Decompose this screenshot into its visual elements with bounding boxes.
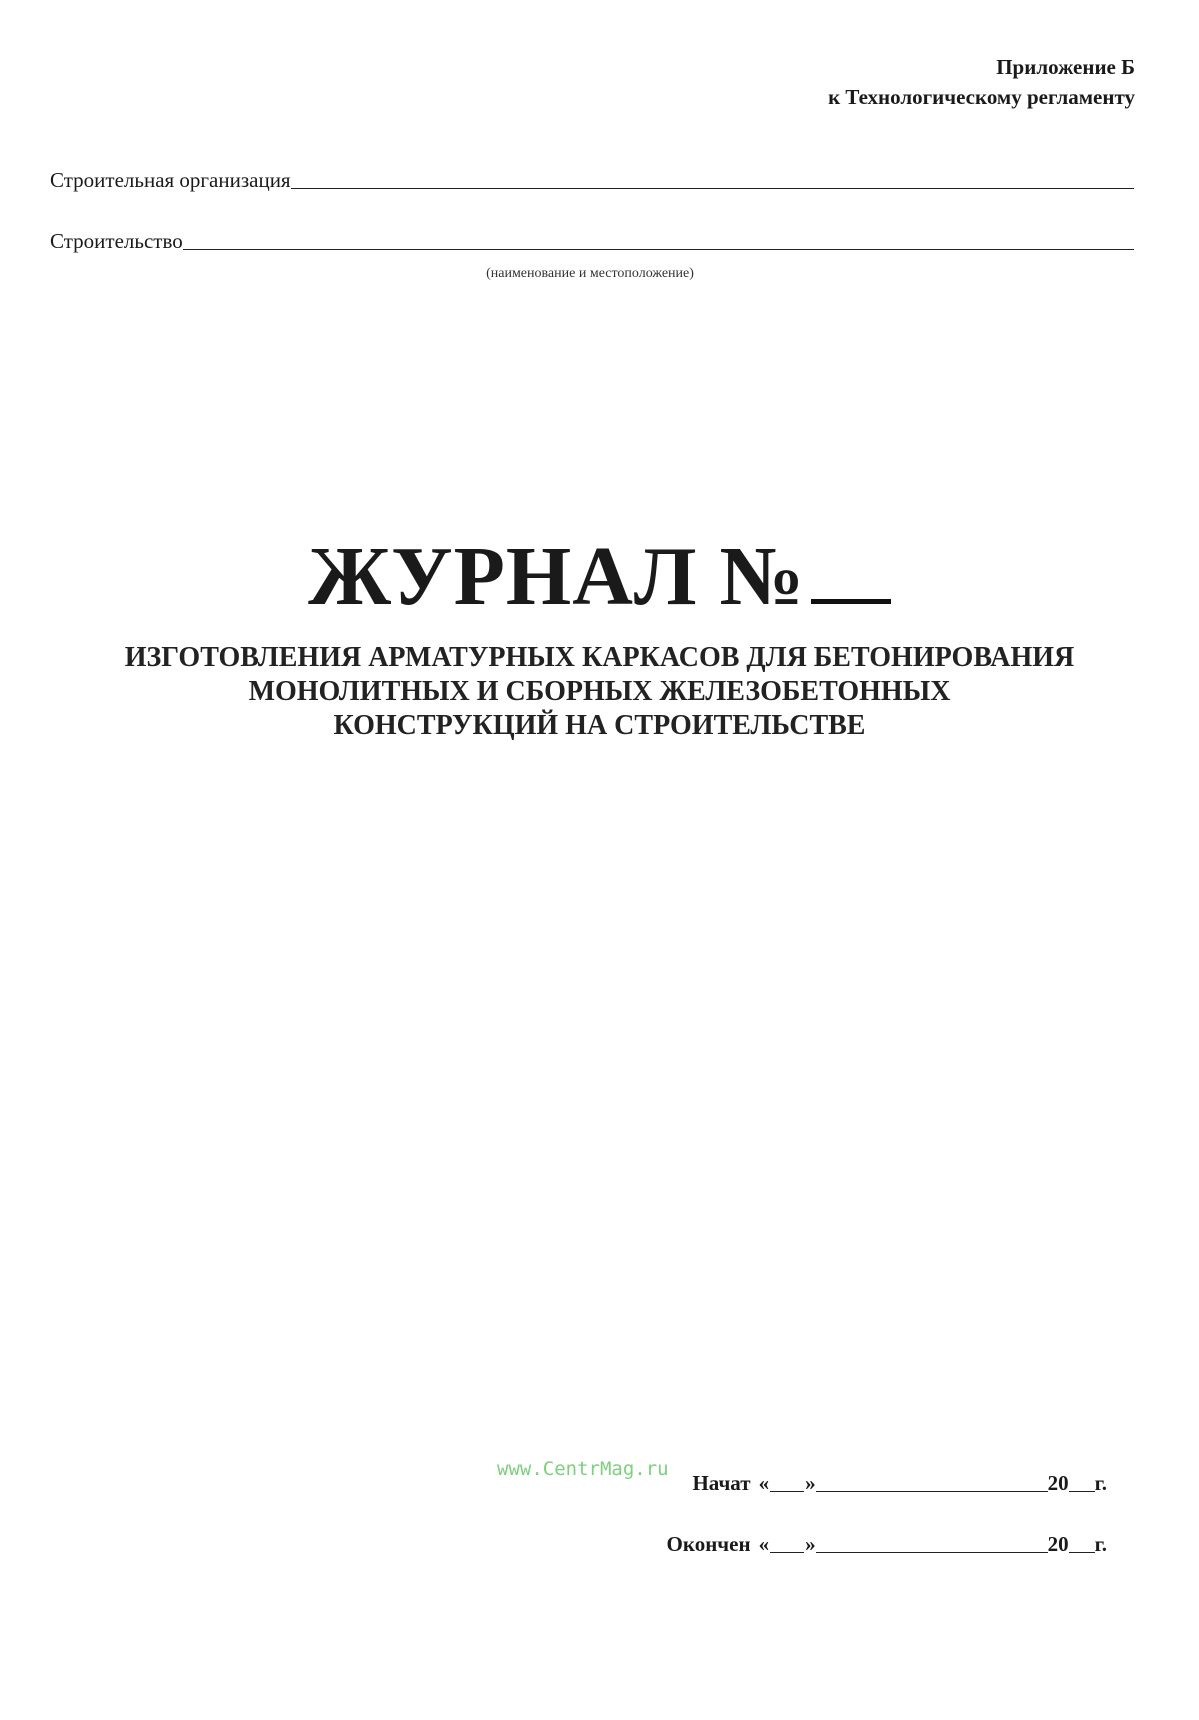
year-suffix: г. bbox=[1094, 1471, 1107, 1495]
year-prefix: 20 bbox=[1047, 1532, 1069, 1556]
construction-caption: (наименование и местоположение) bbox=[486, 266, 694, 281]
construction-fill-line bbox=[183, 249, 1134, 250]
year-suffix: г. bbox=[1094, 1532, 1107, 1556]
day-blank bbox=[770, 1552, 804, 1553]
close-quote: » bbox=[805, 1471, 816, 1495]
journal-title bbox=[0, 528, 1199, 625]
journal-title-text: ЖУРНАЛ № bbox=[308, 530, 805, 623]
appendix-line-1: Приложение Б bbox=[996, 55, 1135, 79]
month-blank bbox=[816, 1491, 1048, 1492]
month-blank bbox=[816, 1552, 1048, 1553]
watermark: www.CentrMag.ru bbox=[497, 1458, 669, 1480]
open-quote: « bbox=[758, 1532, 770, 1556]
start-date-row bbox=[627, 1471, 1107, 1496]
subtitle-line-3: КОНСТРУКЦИЙ НА СТРОИТЕЛЬСТВЕ bbox=[333, 710, 866, 741]
appendix-header bbox=[828, 52, 1135, 112]
subtitle-line-1: ИЗГОТОВЛЕНИЯ АРМАТУРНЫХ КАРКАСОВ ДЛЯ БЕТОНИРОВАНИЯ bbox=[124, 642, 1075, 673]
subtitle-line-2: МОНОЛИТНЫХ И СБОРНЫХ ЖЕЛЕЗОБЕТОННЫХ bbox=[248, 676, 951, 707]
year-blank bbox=[1069, 1552, 1095, 1553]
construction-field bbox=[50, 229, 1134, 254]
started-label: Начат bbox=[692, 1471, 751, 1495]
organization-field bbox=[50, 168, 1134, 193]
day-blank bbox=[770, 1491, 804, 1492]
organization-fill-line bbox=[291, 188, 1134, 189]
year-prefix: 20 bbox=[1047, 1471, 1069, 1495]
organization-label: Строительная организация bbox=[50, 168, 291, 192]
appendix-line-2: к Технологическому регламенту bbox=[828, 85, 1135, 109]
construction-label: Строительство bbox=[50, 229, 183, 253]
journal-subtitle bbox=[60, 641, 1139, 743]
open-quote: « bbox=[758, 1471, 770, 1495]
journal-number-blank bbox=[811, 591, 891, 604]
finished-label: Окончен bbox=[666, 1532, 751, 1556]
end-date-row bbox=[627, 1532, 1107, 1557]
year-blank bbox=[1069, 1491, 1095, 1492]
close-quote: » bbox=[805, 1532, 816, 1556]
